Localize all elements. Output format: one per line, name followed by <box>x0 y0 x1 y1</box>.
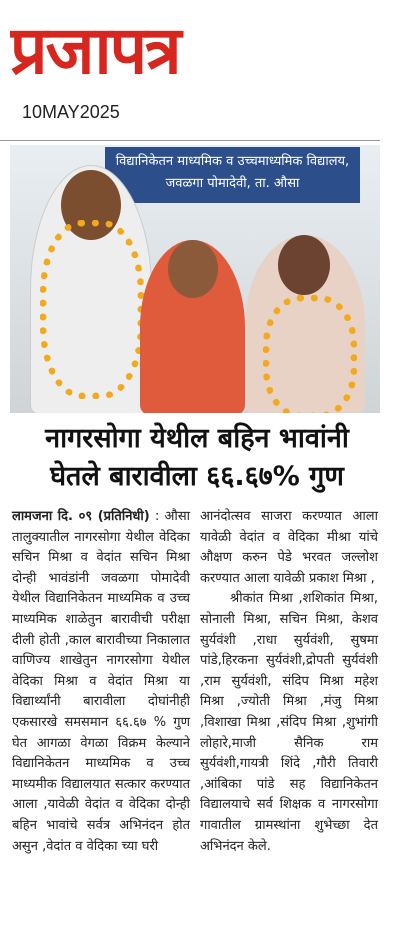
banner-line-2: जवळगा पोमादेवी, ता. औसा <box>165 176 300 191</box>
news-photo <box>10 145 380 413</box>
article-headline <box>12 420 382 496</box>
school-banner <box>105 147 360 203</box>
teacher-figure <box>140 240 245 413</box>
edition-date: 10MAY2025 <box>22 102 120 122</box>
article-col2-para2: श्रीकांत मिश्रा ,शशिकांत मिश्रा, सोनाली मिश्रा, सचिन मिश्रा, केशव सुर्यवंशी ,राधा सुर्यवंशी, सुषमा पांडे,हिरकना सुर्यवंशी,द्रोपती सुर्यवंशी ,राम सुर्यवंशी, संदिप मिश्रा महेश मिश्रा ,ज्योती मिश्रा ,मंजु मिश्रा ,विशाखा मिश्रा ,संदिप मिश्रा ,शुभांगी लोहारे,माजी सैनिक राम सुर्यवंशी,गायत्री शिंदे ,गौरी तिवारी ,आंबिका पांडे सह विद्यानिकेतन विद्यालयाचे सर्व शिक्षक व नागरसोगा गावातील ग्रामस्थांना शुभेच्छा देत अभिनंदन केले. <box>200 591 378 854</box>
article-column-1 <box>12 507 190 857</box>
headline-line-2: घेतले बारावीला ६६.६७% गुण <box>50 461 344 492</box>
article-col1-body: : औसा तालुक्यातील नागरसोगा येथील वेदिका सचिन मिश्रा व वेदांत सचिन मिश्रा दोन्ही भावंडांनी जवळगा पोमादेवी येथील विद्यानिकेतन माध्यमिक व उच्च माध्यमिक शाळेतुन बारावीची परीक्षा दीली होती ,काल बारावीच्या निकालात वाणिज्य शाखेतुन नागरसोगा येथील वेदिका मिश्रा व वेदांत मिश्रा या विद्यार्थ्यांनी बारावीला दोघांनीही एकसारखे समसमान ६६.६७ % गुण घेत आगळा वेगळा विक्रम केल्याने विद्यानिकेतन माध्यमिक व उच्च माध्यमीक विद्यालयात सत्कार करण्यात आला ,यावेळी वेदांत व वेदिका दोन्ही बहिन भावांचे सर्वत्र अभिनंदन होत असुन ,वेदांत व वेदिका च्या घरी <box>12 509 190 854</box>
masthead-logo: प्रजापत्र <box>10 11 180 89</box>
banner-line-1: विद्यानिकेतन माध्यमिक व उच्चमाध्यमिक विद्यालय, <box>115 154 350 169</box>
garland-girl <box>263 295 357 413</box>
article-col2-para1: आनंदोत्सव साजरा करण्यात आला यावेळी वेदांत व वेदिका मीश्रा यांचे औक्षण करुन पेडे भरवत जल्लोश करण्यात आला यावेळी प्रकाश मिश्रा , <box>200 509 378 586</box>
article-dateline: लामजना दि. ०९ (प्रतिनिधी) <box>12 509 150 524</box>
article-column-2 <box>200 507 378 857</box>
garland-boy <box>40 220 144 399</box>
header-divider <box>0 140 380 141</box>
headline-line-1: नागरसोगा येथील बहिन भावांनी <box>45 423 349 454</box>
